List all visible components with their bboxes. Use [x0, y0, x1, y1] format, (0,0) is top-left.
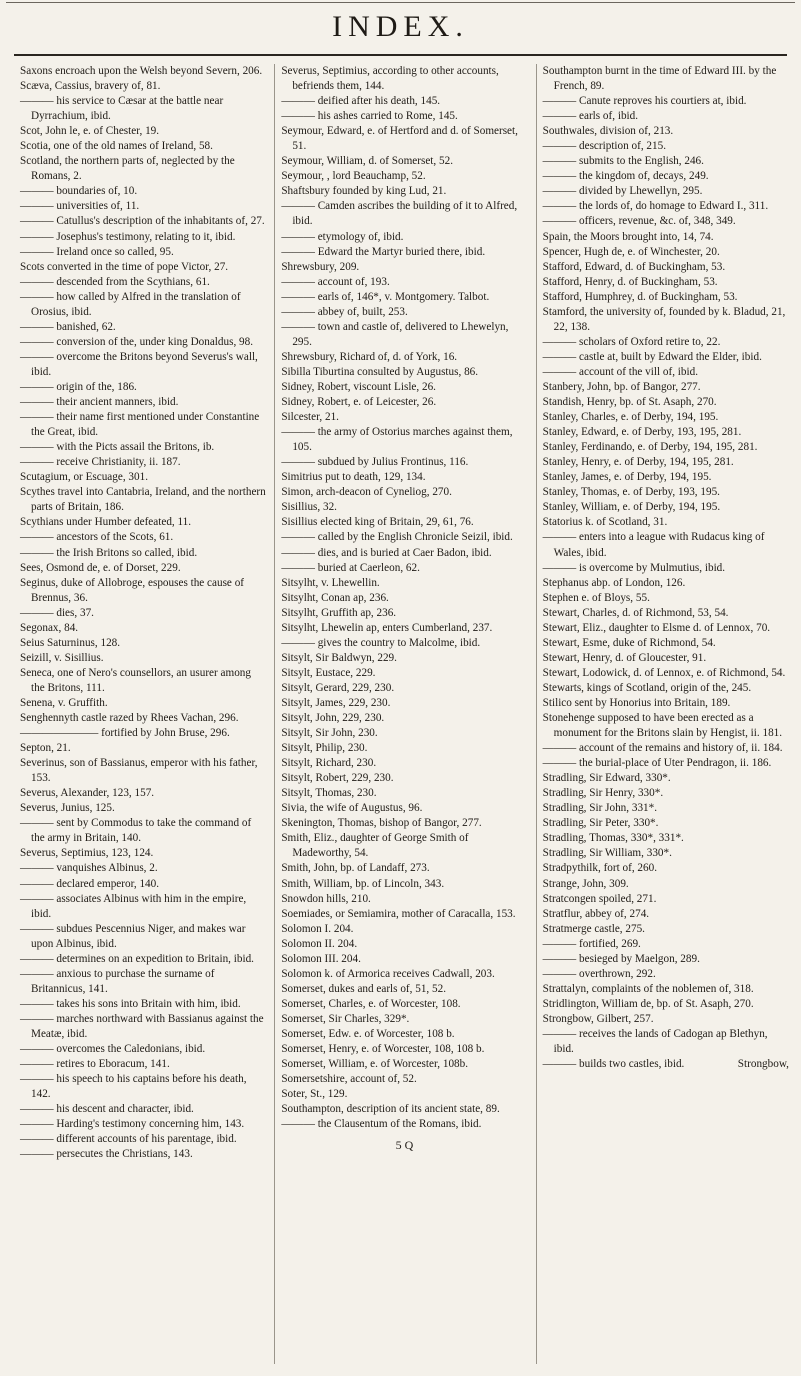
index-entry: ——— the burial-place of Uter Pendragon, ii. 186. [542, 757, 772, 770]
index-entry: Scutagium, or Escuage, 301. [20, 471, 149, 484]
index-entry: Senena, v. Gruffith. [20, 696, 108, 709]
index-entry: Simitrius put to death, 129, 134. [281, 471, 426, 484]
index-entry: ——— boundaries of, 10. [20, 185, 138, 198]
index-entry: Stratmerge castle, 275. [542, 922, 645, 935]
index-entry: ——— builds two castles, ibid. [542, 1058, 685, 1071]
index-entry: Stephanus abp. of London, 126. [542, 576, 686, 589]
index-entry: ——— buried at Caerleon, 62. [281, 561, 420, 574]
header-rule [14, 54, 787, 56]
index-entry: Sitsylht, v. Lhewellin. [281, 576, 380, 589]
index-entry: Southampton, description of its ancient state, 89. [281, 1103, 500, 1116]
index-entry: Somerset, Sir Charles, 329*. [281, 1012, 410, 1025]
index-entry: Seius Saturninus, 128. [20, 636, 121, 649]
index-entry: ——— associates Albinus with him in the empire, ibid. [20, 892, 247, 920]
index-entry: Severus, Alexander, 123, 157. [20, 787, 155, 800]
index-entry: Somerset, William, e. of Worcester, 108b. [281, 1058, 469, 1071]
index-entry: Sidney, Robert, viscount Lisle, 26. [281, 380, 436, 393]
index-entry: ——— etymology of, ibid. [281, 230, 404, 243]
index-entry: Statorius k. of Scotland, 31. [542, 516, 668, 529]
index-entry: Sitsylt, Sir Baldwyn, 229. [281, 651, 397, 664]
index-entry: Scythians under Humber defeated, 11. [20, 516, 192, 529]
index-entry: ——— earls of, 146*, v. Montgomery. Talbot. [281, 290, 490, 303]
index-column-2 [274, 64, 527, 1364]
index-entry: Stewarts, kings of Scotland, origin of the, 245. [542, 681, 752, 694]
index-entry: Seymour, , lord Beauchamp, 52. [281, 170, 426, 183]
index-entry: Sitsylt, Richard, 230. [281, 757, 377, 770]
index-entry: Smith, Eliz., daughter of George Smith of Madeworthy, 54. [281, 832, 469, 860]
index-entry: ——— origin of the, 186. [20, 380, 137, 393]
index-entry: ——— persecutes the Christians, 143. [20, 1148, 193, 1161]
top-rule [6, 2, 795, 3]
index-entry: ——— called by the English Chronicle Seizil, ibid. [281, 531, 513, 544]
index-entry: ——— account of, 193. [281, 275, 390, 288]
index-entry: ——— officers, revenue, &c. of, 348, 349. [542, 215, 736, 228]
page-title: INDEX. [332, 10, 469, 43]
index-entry: Smith, William, bp. of Lincoln, 343. [281, 877, 445, 890]
index-entry: Strange, John, 309. [542, 877, 629, 890]
index-entry: Stradling, Sir William, 330*. [542, 847, 672, 860]
index-entry: Spain, the Moors brought into, 14, 74. [542, 230, 714, 243]
index-entry: Stamford, the university of, founded by k. Bladud, 21, 22, 138. [542, 305, 786, 333]
index-entry: Severus, Septimius, 123, 124. [20, 847, 154, 860]
index-entry: ——— Camden ascribes the building of it to Alfred, ibid. [281, 200, 518, 228]
index-entry: Somersetshire, account of, 52. [281, 1073, 417, 1086]
index-entry: Sitsylt, Robert, 229, 230. [281, 772, 394, 785]
index-entry: Scots converted in the time of pope Victor, 27. [20, 260, 229, 273]
index-entry: ——— the kingdom of, decays, 249. [542, 170, 709, 183]
index-entry: ——— his speech to his captains before his death, 142. [20, 1073, 247, 1101]
index-column-3 [536, 64, 789, 1364]
index-entry: ——— determines on an expedition to Britain, ibid. [20, 952, 254, 965]
index-entry: Stanbery, John, bp. of Bangor, 277. [542, 380, 701, 393]
index-entry: Soter, St., 129. [281, 1088, 348, 1101]
index-entry: Sitsylt, Philip, 230. [281, 742, 368, 755]
index-column-1 [20, 64, 266, 1364]
index-entry: Stanley, James, e. of Derby, 194, 195. [542, 471, 712, 484]
index-entry: ——— the Clausentum of the Romans, ibid. [281, 1118, 482, 1131]
index-entry: Stradling, Sir Henry, 330*. [542, 787, 664, 800]
index-entry: Simon, arch-deacon of Cyneliog, 270. [281, 486, 452, 499]
index-entry: Skenington, Thomas, bishop of Bangor, 277. [281, 817, 482, 830]
index-entry: Stafford, Humphrey, d. of Buckingham, 53. [542, 290, 738, 303]
index-entry: Seymour, William, d. of Somerset, 52. [281, 155, 453, 168]
index-entry: ——— their ancient manners, ibid. [20, 396, 179, 409]
index-entry: ——— universities of, 11. [20, 200, 140, 213]
index-entry: Seneca, one of Nero's counsellors, an usurer among the Britons, 111. [20, 666, 251, 694]
index-entry: ——— declared emperor, 140. [20, 877, 160, 890]
index-entry: Seymour, Edward, e. of Hertford and d. of Somerset, 51. [281, 125, 518, 153]
index-entry: Septon, 21. [20, 742, 71, 755]
index-entry: Sitsylht, Gruffith ap, 236. [281, 606, 397, 619]
index-entry: Snowdon hills, 210. [281, 892, 371, 905]
index-entry: Stanley, Edward, e. of Derby, 193, 195, 281. [542, 426, 742, 439]
index-entry: Stanley, Henry, e. of Derby, 194, 195, 281. [542, 456, 734, 469]
index-entry: ——— fortified, 269. [542, 937, 641, 950]
index-entry: Scot, John le, e. of Chester, 19. [20, 125, 160, 138]
index-entry: ——— ancestors of the Scots, 61. [20, 531, 174, 544]
index-entry: ——— descended from the Scythians, 61. [20, 275, 210, 288]
index-entry: ——— sent by Commodus to take the command of the army in Britain, 140. [20, 817, 252, 845]
index-entry: Sidney, Robert, e. of Leicester, 26. [281, 396, 437, 409]
index-entry: ——————— fortified by John Bruse, 296. [20, 727, 230, 740]
index-entry: Scotia, one of the old names of Ireland, 58. [20, 140, 213, 153]
index-entry: Severus, Septimius, according to other accounts, befriends them, 144. [281, 65, 499, 93]
index-entry: ——— is overcome by Mulmutius, ibid. [542, 561, 726, 574]
index-entry: Stradling, Sir John, 331*. [542, 802, 658, 815]
index-entry: ——— deified after his death, 145. [281, 95, 441, 108]
index-entry: Strongbow, Gilbert, 257. [542, 1012, 654, 1025]
index-entry: ——— Edward the Martyr buried there, ibid. [281, 245, 486, 258]
index-entry: ——— how called by Alfred in the translation of Orosius, ibid. [20, 290, 241, 318]
index-entry: Solomon k. of Armorica receives Cadwall, 203. [281, 967, 495, 980]
index-entry: ——— retires to Eboracum, 141. [20, 1058, 170, 1071]
index-entry: Stewart, Eliz., daughter to Elsme d. of Lennox, 70. [542, 621, 771, 634]
index-entry: ——— receives the lands of Cadogan ap Blethyn, ibid. [542, 1028, 768, 1056]
index-entry: Somerset, Henry, e. of Worcester, 108, 108 b. [281, 1043, 485, 1056]
index-entry: ——— their name first mentioned under Constantine the Great, ibid. [20, 411, 260, 439]
index-entry: Solomon II. 204. [281, 937, 358, 950]
index-entry: ——— banished, 62. [20, 320, 116, 333]
index-entry: ——— overcome the Britons beyond Severus's wall, ibid. [20, 350, 258, 378]
index-entry: Shrewsbury, Richard of, d. of York, 16. [281, 350, 458, 363]
index-entry: ——— his service to Cæsar at the battle near Dyrrachium, ibid. [20, 95, 224, 123]
index-entry: ——— marches northward with Bassianus against the Meatæ, ibid. [20, 1012, 264, 1040]
index-entry: ——— overcomes the Caledonians, ibid. [20, 1043, 206, 1056]
index-entry: Stradpythilk, fort of, 260. [542, 862, 658, 875]
index-entry: Shaftsbury founded by king Lud, 21. [281, 185, 447, 198]
index-entry: Saxons encroach upon the Welsh beyond Severn, 206. [20, 65, 263, 77]
index-entry: ——— dies, and is buried at Caer Badon, ibid. [281, 546, 492, 559]
index-entry: Severinus, son of Bassianus, emperor with his father, 153. [20, 757, 258, 785]
index-entry: ——— besieged by Maelgon, 289. [542, 952, 700, 965]
index-entry: Shrewsbury, 209. [281, 260, 360, 273]
index-entry: ——— different accounts of his parentage, ibid. [20, 1133, 237, 1146]
index-entry: Sitsylht, Lhewelin ap, enters Cumberland, 237. [281, 621, 493, 634]
index-entry: ——— the Irish Britons so called, ibid. [20, 546, 198, 559]
index-entry: Soemiades, or Semiamira, mother of Caracalla, 153. [281, 907, 516, 920]
index-entry: ——— his descent and character, ibid. [20, 1103, 194, 1116]
index-entry: Sitsylht, Conan ap, 236. [281, 591, 389, 604]
index-entry: ——— subdued by Julius Frontinus, 116. [281, 456, 469, 469]
index-entry: ——— with the Picts assail the Britons, ib. [20, 441, 215, 454]
index-entry: Stafford, Edward, d. of Buckingham, 53. [542, 260, 726, 273]
index-entry: Standish, Henry, bp. of St. Asaph, 270. [542, 396, 717, 409]
index-entry: Stradling, Sir Edward, 330*. [542, 772, 671, 785]
index-entry: ——— the army of Ostorius marches against them, 105. [281, 426, 513, 454]
index-entry: Stridlington, William de, bp. of St. Asaph, 270. [542, 997, 754, 1010]
index-entry: ——— Josephus's testimony, relating to it, ibid. [20, 230, 236, 243]
index-entry: ——— description of, 215. [542, 140, 667, 153]
index-entry: ——— Canute reproves his courtiers at, ibid. [542, 95, 747, 108]
index-entry: Spencer, Hugh de, e. of Winchester, 20. [542, 245, 720, 258]
index-entry: ——— account of the remains and history of, ii. 184. [542, 742, 783, 755]
signature-mark: 5 Q [395, 1138, 414, 1153]
index-entry: Sitsylt, John, 229, 230. [281, 712, 385, 725]
index-entry: ——— Harding's testimony concerning him, 143. [20, 1118, 245, 1131]
index-entry: Stratflur, abbey of, 274. [542, 907, 650, 920]
index-entry: ——— Ireland once so called, 95. [20, 245, 174, 258]
index-entry: ——— account of the vill of, ibid. [542, 365, 699, 378]
index-entry: ——— earls of, ibid. [542, 110, 639, 123]
index-entry: Seizill, v. Sisillius. [20, 651, 104, 664]
index-entry: Solomon III. 204. [281, 952, 361, 965]
index-entry: Stephen e. of Bloys, 55. [542, 591, 650, 604]
index-entry: Strattalyn, complaints of the noblemen of, 318. [542, 982, 754, 995]
index-entry: Sisillius elected king of Britain, 29, 61, 76. [281, 516, 474, 529]
index-entry: ——— gives the country to Malcolme, ibid. [281, 636, 481, 649]
index-entry: ——— abbey of, built, 253. [281, 305, 408, 318]
index-entry: Smith, John, bp. of Landaff, 273. [281, 862, 430, 875]
index-entry: Stonehenge supposed to have been erected as a monument for the Britons slain by Hengist, ii. 181. [542, 712, 783, 740]
index-entry: Scotland, the northern parts of, neglected by the Romans, 2. [20, 155, 235, 183]
index-entry: Stafford, Henry, d. of Buckingham, 53. [542, 275, 718, 288]
index-entry: ——— castle at, built by Edward the Elder, ibid. [542, 350, 762, 363]
index-entry: ——— dies, 37. [20, 606, 94, 619]
index-entry: Sitsylt, Eustace, 229. [281, 666, 376, 679]
index-entry: Stradling, Sir Peter, 330*. [542, 817, 659, 830]
index-entry: Sitsylt, Sir John, 230. [281, 727, 378, 740]
index-entry: Senghennyth castle razed by Rhees Vachan, 296. [20, 712, 239, 725]
index-entry: ——— enters into a league with Rudacus king of Wales, ibid. [542, 531, 765, 559]
index-entry: ——— divided by Lhewellyn, 295. [542, 185, 703, 198]
index-entry: ——— town and castle of, delivered to Lhewelyn, 295. [281, 320, 509, 348]
index-entry: Stratcongen spoiled, 271. [542, 892, 657, 905]
index-entry: Stewart, Esme, duke of Richmond, 54. [542, 636, 716, 649]
catchword: Strongbow, [737, 1058, 789, 1071]
index-entry: Somerset, Charles, e. of Worcester, 108. [281, 997, 461, 1010]
index-entry: ——— submits to the English, 246. [542, 155, 704, 168]
index-entry: Stanley, Ferdinando, e. of Derby, 194, 195, 281. [542, 441, 758, 454]
index-columns [20, 64, 789, 1364]
index-entry: Sibilla Tiburtina consulted by Augustus, 86. [281, 365, 479, 378]
index-entry: ——— subdues Pescennius Niger, and makes war upon Albinus, ibid. [20, 922, 246, 950]
index-entry: Stewart, Henry, d. of Gloucester, 91. [542, 651, 707, 664]
index-entry: ——— Catullus's description of the inhabitants of, 27. [20, 215, 265, 228]
index-entry: Sitsylt, Thomas, 230. [281, 787, 377, 800]
index-entry: Solomon I. 204. [281, 922, 354, 935]
index-entry: Stilico sent by Honorius into Britain, 189. [542, 696, 731, 709]
index-entry: Scæva, Cassius, bravery of, 81. [20, 80, 161, 93]
index-entry: Sivia, the wife of Augustus, 96. [281, 802, 423, 815]
index-entry: ——— overthrown, 292. [542, 967, 656, 980]
index-entry: ——— conversion of the, under king Donaldus, 98. [20, 335, 254, 348]
index-entry: ——— anxious to purchase the surname of Britannicus, 141. [20, 967, 215, 995]
index-entry: Stanley, William, e. of Derby, 194, 195. [542, 501, 721, 514]
index-entry: Sees, Osmond de, e. of Dorset, 229. [20, 561, 181, 574]
index-entry: ——— takes his sons into Britain with him, ibid. [20, 997, 241, 1010]
index-entry: Southwales, division of, 213. [542, 125, 674, 138]
index-entry: ——— the lords of, do homage to Edward I., 311. [542, 200, 769, 213]
index-entry: Stewart, Charles, d. of Richmond, 53, 54. [542, 606, 729, 619]
index-entry: Sisillius, 32. [281, 501, 337, 514]
index-entry: Scythes travel into Cantabria, Ireland, and the northern parts of Britain, 186. [20, 486, 266, 514]
index-entry: Seginus, duke of Allobroge, espouses the cause of Brennus, 36. [20, 576, 245, 604]
index-entry: Somerset, Edw. e. of Worcester, 108 b. [281, 1028, 455, 1040]
index-entry: Stradling, Thomas, 330*, 331*. [542, 832, 684, 845]
index-entry: ——— his ashes carried to Rome, 145. [281, 110, 458, 123]
index-entry: Severus, Junius, 125. [20, 802, 115, 815]
index-entry: ——— vanquishes Albinus, 2. [20, 862, 158, 875]
index-entry: Stanley, Thomas, e. of Derby, 193, 195. [542, 486, 720, 499]
index-entry: Sitsylt, Gerard, 229, 230. [281, 681, 395, 694]
index-entry: Segonax, 84. [20, 621, 79, 634]
index-entry: ——— receive Christianity, ii. 187. [20, 456, 181, 469]
index-entry: Sitsylt, James, 229, 230. [281, 696, 391, 709]
index-entry: Silcester, 21. [281, 411, 339, 424]
index-entry: Stanley, Charles, e. of Derby, 194, 195. [542, 411, 719, 424]
index-entry: Stewart, Lodowick, d. of Lennox, e. of Richmond, 54. [542, 666, 786, 679]
index-entry: Southampton burnt in the time of Edward III. by the French, 89. [542, 65, 777, 93]
index-entry: ——— scholars of Oxford retire to, 22. [542, 335, 721, 348]
index-entry: Somerset, dukes and earls of, 51, 52. [281, 982, 446, 995]
